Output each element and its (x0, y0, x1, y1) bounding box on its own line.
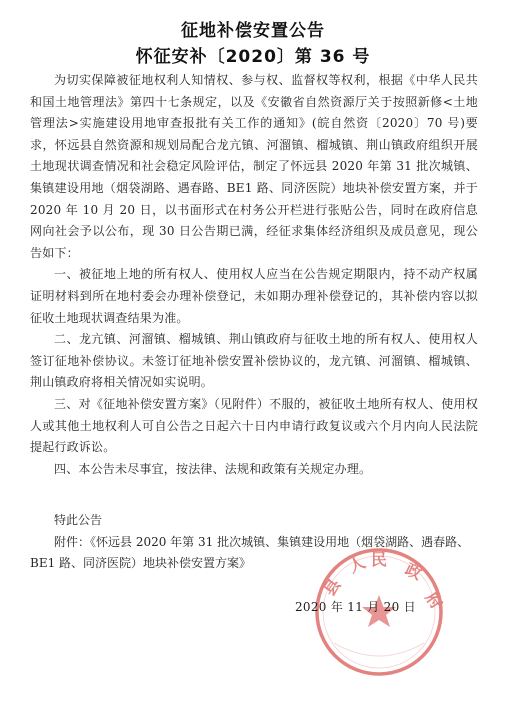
document-number: 怀征安补〔2020〕第 36 号 (135, 47, 371, 67)
attachment-line: 附件：《怀远县 2020 年第 31 批次城镇、集镇建设用地（烟袋湖路、遇春路、BE1 路、同济医院）地块补偿安置方案》 (30, 534, 470, 571)
svg-text:人: 人 (345, 552, 369, 577)
svg-text:政: 政 (402, 559, 425, 584)
issue-date: 2020 年 11 月 20 日 (295, 600, 416, 614)
special-notice: 特此公告 (54, 513, 103, 527)
svg-text:县: 县 (319, 575, 345, 600)
svg-text:民: 民 (370, 550, 388, 569)
paragraph-item-1: 一、被征地上地的所有权人、使用权人应当在公告规定期限内，持不动产权属证明材料到所在地村委会办理补偿登记，未如期办理补偿登记的，其补偿内容以拟征收土地现状调查结果为准。 (30, 267, 478, 325)
paragraph-item-3: 三、对《征地补偿安置方案》（见附件）不服的，被征收土地所有权人、使用权人或其他土地权利人可自公告之日起六十日内申请行政复议或六个月内向人民法院提起行政诉讼。 (30, 396, 478, 455)
svg-text:府: 府 (421, 588, 446, 613)
paragraph-item-2: 二、龙亢镇、河溜镇、榴城镇、荆山镇政府与征收土地的所有权人、使用权人签订征地补偿协议。未签订征地补偿安置补偿协议的，龙亢镇、河溜镇、榴城镇、荆山镇政府将相关情况如实说明。 (30, 332, 478, 390)
announcement-body (30, 70, 478, 480)
document-title: 征地补偿安置公告 (181, 21, 325, 41)
paragraph-item-4: 四、本公告未尽事宜，按法律、法规和政策有关规定办理。 (54, 461, 372, 476)
paragraph-intro: 为切实保障被征地权利人知情权、参与权、监督权等权利，根据《中华人民共和国土地管理法》第四十七条规定，以及《安徽省自然资源厅关于按照新修<土地管理法>实施建设用地审查报批有关工作的通知》(皖自然资〔2020〕70 号)要求，怀远县自然资源和规划局配合龙亢镇、河溜镇、榴城镇、荆山镇政府组织开展土地现状调查情况和社会稳定风险评估，制定了怀远县 2020 年第 31 批次城镇、集镇建设用地（烟袋湖路、遇春路、BE1 路、同济医院）地块补偿安置方案，并于 2020 年 10 月 20 日，以书面形式在村务公开栏进行张贴公告，同时在政府信息网向社会予以公布，现 30 日公告期已满，经征求集体经济组织及成员意见，现公告如下： (30, 73, 478, 260)
